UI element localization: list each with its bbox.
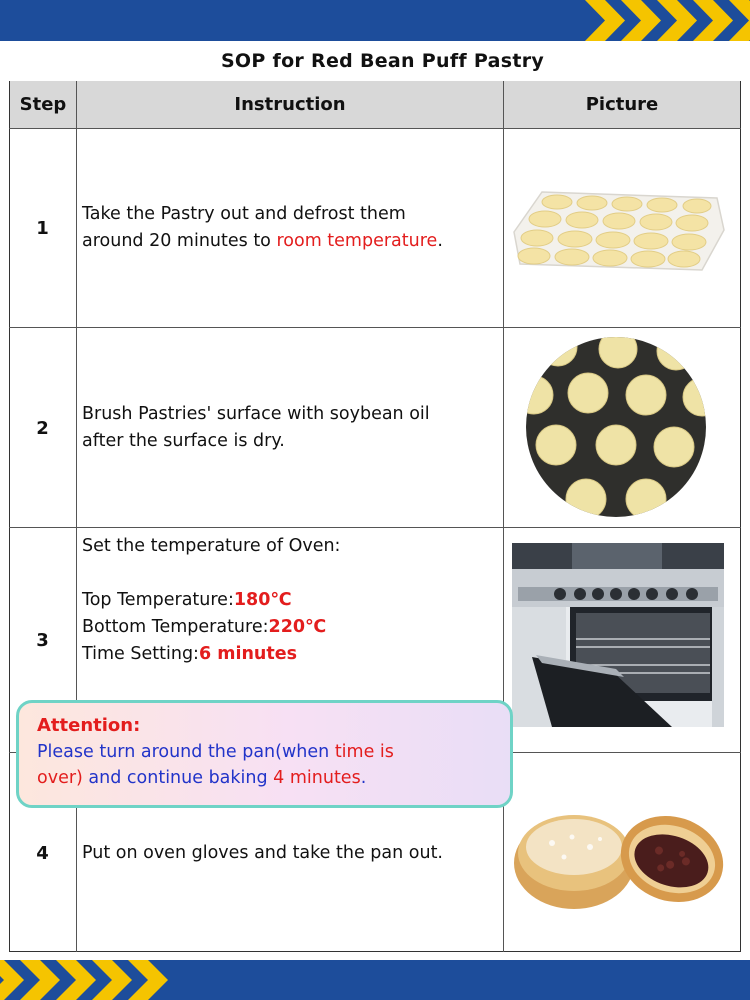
- row-divider: [9, 527, 741, 528]
- attention-title: Attention:: [37, 715, 141, 736]
- step-2-instruction: [82, 401, 430, 455]
- time-setting-value: 6 minutes: [198, 644, 298, 664]
- spacer: [82, 560, 340, 587]
- header-instruction: Instruction: [77, 81, 503, 128]
- instruction-line: after the surface is dry.: [82, 431, 285, 451]
- bottom-temperature-value: 220℃: [268, 617, 327, 637]
- attention-text: .: [360, 768, 367, 788]
- open-oven-icon: [512, 543, 724, 727]
- row-divider: [9, 327, 741, 328]
- attention-line: [37, 739, 510, 765]
- attention-text: and continue baking: [82, 768, 274, 788]
- attention-highlight: 4 minutes: [273, 768, 361, 788]
- step-number-4: 4: [36, 843, 49, 864]
- header-step: Step: [10, 81, 76, 128]
- bottom-temperature-line: [82, 614, 340, 641]
- instruction-line: [82, 228, 443, 255]
- step-number-3: 3: [36, 630, 49, 651]
- column-divider: [76, 81, 77, 952]
- frozen-pastry-tray-icon: [512, 188, 727, 274]
- document-title: SOP for Red Bean Puff Pastry: [220, 50, 545, 72]
- instruction-line: Brush Pastries' surface with soybean oil: [82, 404, 430, 424]
- attention-callout: [16, 700, 513, 808]
- attention-highlight: over): [37, 768, 83, 788]
- chevron-arrows-icon: [0, 0, 750, 41]
- top-temperature-label: Top Temperature:: [82, 590, 234, 610]
- instruction-text: .: [437, 231, 443, 251]
- attention-highlight: time is: [334, 742, 394, 762]
- step-number-1: 1: [36, 218, 49, 239]
- attention-line: [37, 765, 510, 791]
- step-4-instruction: Put on oven gloves and take the pan out.: [82, 843, 443, 863]
- header-picture: Picture: [504, 81, 740, 128]
- red-bean-pastry-icon: [512, 803, 726, 913]
- top-temperature-value: 180℃: [233, 590, 292, 610]
- bottom-decorative-band: [0, 960, 750, 1000]
- step-number-2: 2: [36, 418, 49, 439]
- column-divider: [503, 81, 504, 952]
- attention-text: Please turn around the pan(when: [37, 742, 335, 762]
- step-3-instruction: [82, 533, 340, 668]
- bottom-temperature-label: Bottom Temperature:: [82, 617, 269, 637]
- oven-setting-intro: Set the temperature of Oven:: [82, 536, 341, 556]
- instruction-line: Take the Pastry out and defrost them: [82, 204, 406, 224]
- step-1-instruction: [82, 201, 443, 255]
- highlight-room-temperature: room temperature: [276, 231, 438, 251]
- row-divider: [9, 128, 741, 129]
- pastries-on-baking-mat-icon: [526, 337, 706, 517]
- chevron-arrows-icon: [0, 960, 750, 1000]
- top-decorative-band: [0, 0, 750, 41]
- time-setting-line: [82, 641, 340, 668]
- top-temperature-line: [82, 587, 340, 614]
- time-setting-label: Time Setting:: [82, 644, 199, 664]
- instruction-text: around 20 minutes to: [82, 231, 277, 251]
